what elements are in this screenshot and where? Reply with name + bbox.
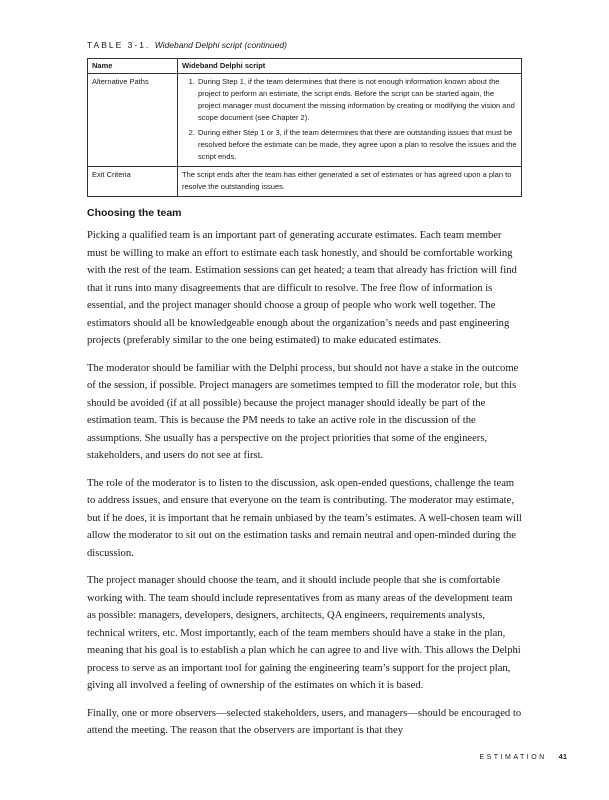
table-caption-label: TABLE 3-1. (87, 40, 151, 50)
row-name-alternative-paths: Alternative Paths (88, 74, 178, 167)
row-name-exit-criteria: Exit Criteria (88, 167, 178, 197)
table-caption-title: Wideband Delphi script (continued) (154, 40, 287, 50)
section-heading: Choosing the team (87, 207, 182, 219)
page-content (87, 40, 522, 750)
running-head: ESTIMATION (479, 754, 547, 761)
alternative-paths-list (182, 76, 517, 163)
page-number: 41 (558, 752, 567, 761)
column-header-script: Wideband Delphi script (178, 59, 522, 74)
body-paragraph: The moderator should be familiar with the Delphi process, but should not have a stake in the outcome of the session, if possible. Project managers are sometimes tempted to fill the moderator role, but this should be avoided (if at all possible) because the project manager should ideally be part of the estimation team. This is because the PM needs to take an active role in the discussion of the assumptions. She usually has a perspective on the project priorities that some of the engineers, stakeholders, and users do not see at first. (87, 362, 519, 461)
table-row (88, 167, 522, 197)
row-content-exit-criteria: The script ends after the team has either generated a set of estimates or has agreed upon a plan to resolve the outstanding issues. (178, 167, 522, 197)
body-paragraph: The project manager should choose the team, and it should include people that she is comfortable working with. The team should include representatives from as many areas of the development team as possible: managers, developers, designers, architects, QA engineers, requirements analysts, technical writers, etc. Most importantly, each of the team members should have a stake in the plan, meaning that his goal is to establish a plan which he can agree to and live with. This allows the Delphi process to serve as an important tool for gaining the engineering team’s support for the project plan, giving all involved a feeling of ownership of the estimates on which it is based. (87, 575, 521, 691)
column-header-name: Name (88, 59, 178, 74)
table-header-row (88, 59, 522, 74)
body-paragraph: Picking a qualified team is an important part of generating accurate estimates. Each team member must be willing to make an effort to estimate each task honestly, and should be comfortable working with the rest of the team. Estimation sessions can get heated; a team that already has friction will find that it runs into many disagreements that are difficult to resolve. The free flow of information is essential, and the project manager should choose a group of people who work well together. The estimators should all be knowledgeable enough about the organization’s needs and past engineering projects (preferably similar to the one being estimated) to make educated estimates. (87, 230, 517, 346)
list-item: 1. During Step 1, if the team determines that there is not enough information known about the project to perform an estimate, the script ends. Before the script can be started again, the project manager must document the missing information by creating or modifying the vision and scope document (see Chapter 2). (197, 76, 517, 124)
table-caption (87, 40, 522, 50)
list-item: 2. During either Step 1 or 3, if the team determines that there are outstanding issues that must be resolved before the estimate can be made, they agree upon a plan to resolve the issues and the script ends. (197, 127, 517, 163)
body-paragraph: The role of the moderator is to listen to the discussion, ask open-ended questions, challenge the team to address issues, and ensure that everyone on the team is contributing. The moderator may estimate, but if he does, it is important that he remain unbiased by the team’s estimates. A well-chosen team will allow the moderator to sit out on the estimation tasks and remain neutral and open-minded during the discussion. (87, 477, 522, 559)
row-content-alternative-paths (178, 74, 522, 167)
body-paragraph: Finally, one or more observers—selected stakeholders, users, and managers—should be encouraged to attend the meeting. The reason that the observers are important is that they (87, 707, 522, 736)
table-row (88, 74, 522, 167)
page-footer (479, 752, 567, 761)
wideband-delphi-table (87, 58, 522, 197)
